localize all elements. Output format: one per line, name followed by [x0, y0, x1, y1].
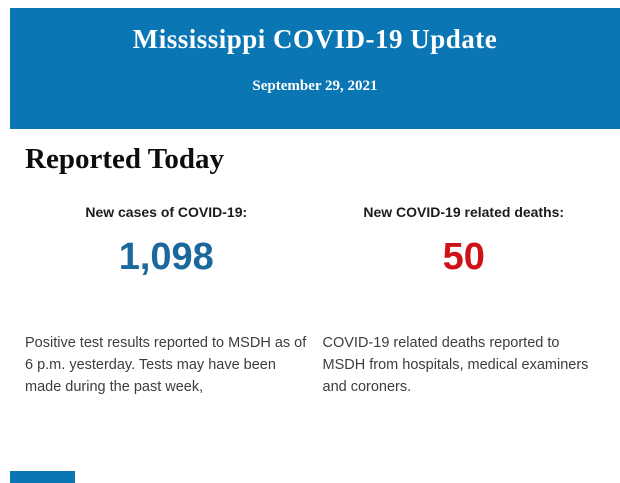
new-deaths-value: 50 — [442, 236, 485, 278]
stats-row — [25, 204, 605, 398]
stat-new-cases — [25, 204, 308, 398]
newsletter-date: September 29, 2021 — [252, 78, 378, 94]
new-cases-value: 1,098 — [118, 236, 214, 278]
stat-new-deaths — [323, 204, 606, 398]
reported-today-section — [25, 129, 605, 398]
new-deaths-description: COVID-19 related deaths reported to MSDH from hospitals, medical examiners and coroners. — [322, 335, 589, 395]
new-cases-label: New cases of COVID-19: — [85, 204, 248, 220]
section-heading: Reported Today — [25, 143, 225, 175]
newsletter-header — [10, 8, 620, 129]
new-cases-description: Positive test results reported to MSDH as of 6 p.m. yesterday. Tests may have been made during the past week, — [25, 335, 307, 395]
next-section-blue-bar — [10, 471, 75, 483]
new-deaths-label: New COVID-19 related deaths: — [363, 204, 565, 220]
newsletter-title: Mississippi COVID-19 Update — [132, 24, 498, 54]
